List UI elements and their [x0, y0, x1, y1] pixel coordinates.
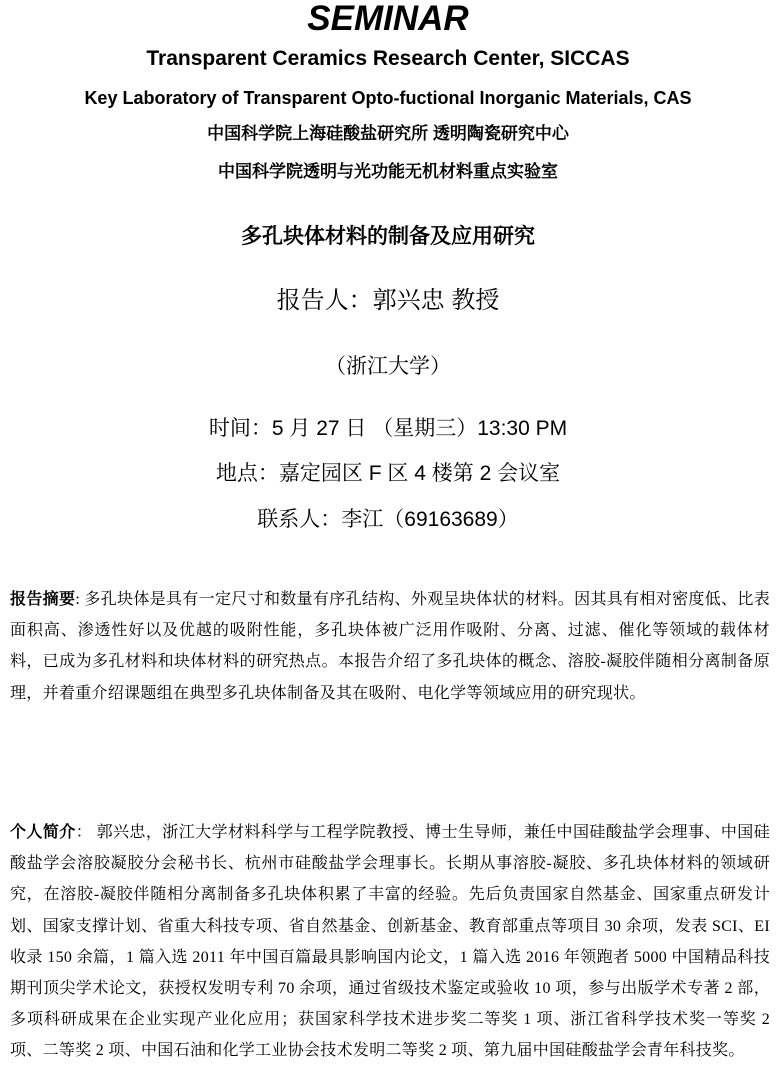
org-name-english-2: Key Laboratory of Transparent Opto-fuctional Inorganic Materials, CAS	[84, 88, 692, 108]
bio-paragraph	[10, 817, 770, 1067]
org-name-chinese-1: 中国科学院上海硅酸盐研究所 透明陶瓷研究中心	[207, 124, 569, 143]
seminar-title: SEMINAR	[307, 0, 469, 38]
talk-time: 时间：5 月 27 日 （星期三）13:30 PM	[208, 417, 568, 440]
contact-person: 联系人：李江（69163689）	[257, 508, 519, 531]
org-name-chinese-2: 中国科学院透明与光功能无机材料重点实验室	[218, 162, 558, 181]
talk-place: 地点：嘉定园区 F 区 4 楼第 2 会议室	[215, 462, 561, 485]
abstract-paragraph	[10, 584, 770, 709]
talk-title: 多孔块体材料的制备及应用研究	[241, 225, 535, 248]
speaker-affiliation: （浙江大学）	[325, 355, 451, 378]
abstract-label: 报告摘要	[10, 591, 76, 608]
speaker: 报告人：郭兴忠 教授	[276, 287, 500, 314]
abstract-text: : 多孔块体是具有一定尺寸和数量有序孔结构、外观呈块体状的材料。因其具有相对密度低、比表面积高、渗透性好以及优越的吸附性能，多孔块体被广泛用作吸附、分离、过滤、催化等领域的载体材料，已成为多孔材料和块体材料的研究热点。本报告介绍了多孔块体的概念、溶胶-凝胶伴随相分离制备原理，并着重介绍课题组在典型多孔块体制备及其在吸附、电化学等领域应用的研究现状。	[10, 591, 770, 702]
bio-label: 个人简介	[10, 824, 76, 841]
bio-text: ： 郭兴忠，浙江大学材料科学与工程学院教授、博士生导师，兼任中国硅酸盐学会理事、中国硅酸盐学会溶胶凝胶分会秘书长、杭州市硅酸盐学会理事长。长期从事溶胶-凝胶、多孔块体材料的领域研究，在溶胶-凝胶伴随相分离制备多孔块体积累了丰富的经验。先后负责国家自然基金、国家重点研发计划、国家支撑计划、省重大科技专项、省自然基金、创新基金、教育部重点等项目 30 余项，发表 SCI、EI 收录 150 余篇，1 篇入选 2011 年中国百篇最具影响国内论文，1 篇入选 2016 年领跑者 5000 中国精品科技期刊顶尖学术论文，获授权发明专利 70 余项，通过省级技术鉴定或验收 10 项，参与出版学术专著 2 部，多项科研成果在企业实现产业化应用；获国家科学技术进步奖二等奖 1 项、浙江省科学技术奖一等奖 2 项、二等奖 2 项、中国石油和化学工业协会技术发明二等奖 2 项、第九届中国硅酸盐学会青年科技奖。	[10, 824, 770, 1060]
org-name-english-1: Transparent Ceramics Research Center, SICCAS	[146, 47, 630, 70]
